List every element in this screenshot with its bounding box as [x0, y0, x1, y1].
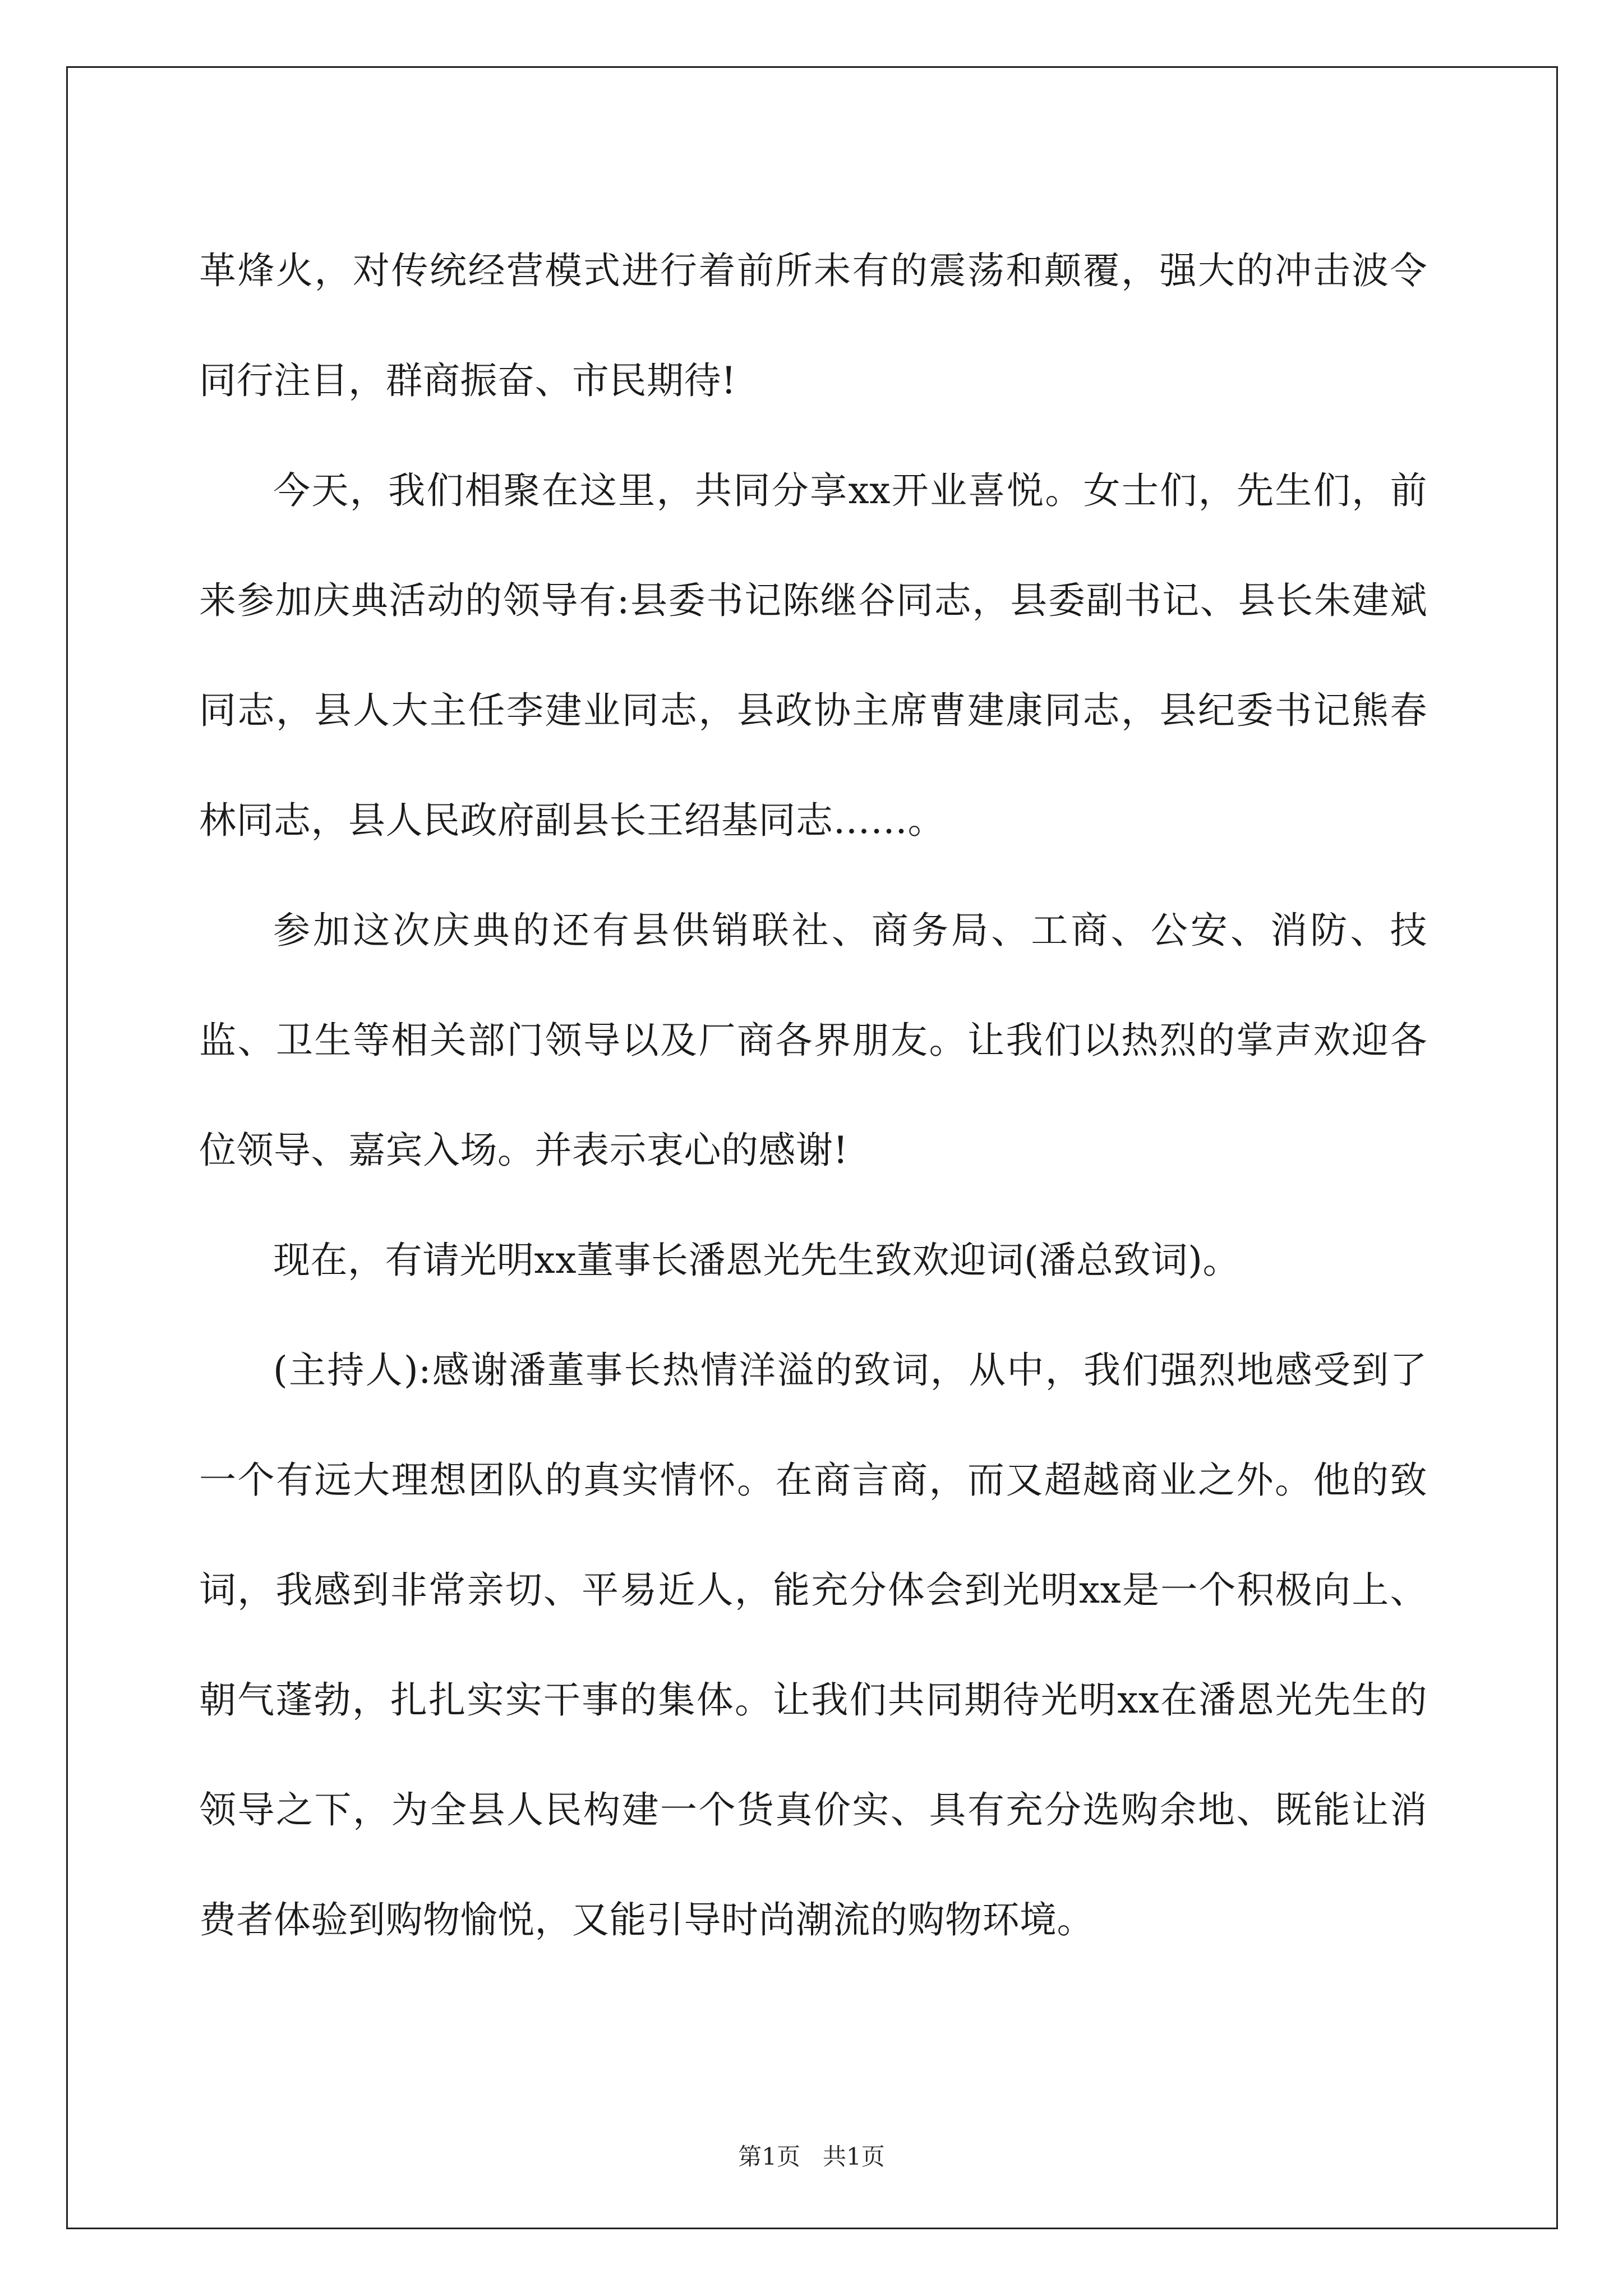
paragraph-2: 今天，我们相聚在这里，共同分享xx开业喜悦。女士们，先生们，前来参加庆典活动的领导有:县委书记陈继谷同志，县委副书记、县长朱建斌同志，县人大主任李建业同志，县政协主席曹建康同志，县纪委书记熊春林同志，县人民政府副县长王绍基同志……。	[199, 469, 1427, 842]
page-footer	[0, 2140, 1623, 2174]
paragraph-1: 革烽火，对传统经营模式进行着前所未有的震荡和颠覆，强大的冲击波令同行注目，群商振奋、市民期待!	[199, 249, 1427, 402]
page-number-current: 第1页	[738, 2143, 800, 2170]
paragraph-5: (主持人):感谢潘董事长热情洋溢的致词，从中，我们强烈地感受到了一个有远大理想团队的真实情怀。在商言商，而又超越商业之外。他的致词，我感到非常亲切、平易近人，能充分体会到光明xx是一个积极向上、朝气蓬勃，扎扎实实干事的集体。让我们共同期待光明xx在潘恩光先生的领导之下，为全县人民构建一个货真价实、具有充分选购余地、既能让消费者体验到购物愉悦，又能引导时尚潮流的购物环境。	[199, 1349, 1427, 1941]
paragraph-3: 参加这次庆典的还有县供销联社、商务局、工商、公安、消防、技监、卫生等相关部门领导以及厂商各界朋友。让我们以热烈的掌声欢迎各位领导、嘉宾入场。并表示衷心的感谢!	[199, 909, 1427, 1172]
document-body	[199, 216, 1427, 1975]
page-number-total: 共1页	[823, 2143, 885, 2170]
paragraph-4: 现在，有请光明xx董事长潘恩光先生致欢迎词(潘总致词)。	[273, 1239, 1240, 1282]
